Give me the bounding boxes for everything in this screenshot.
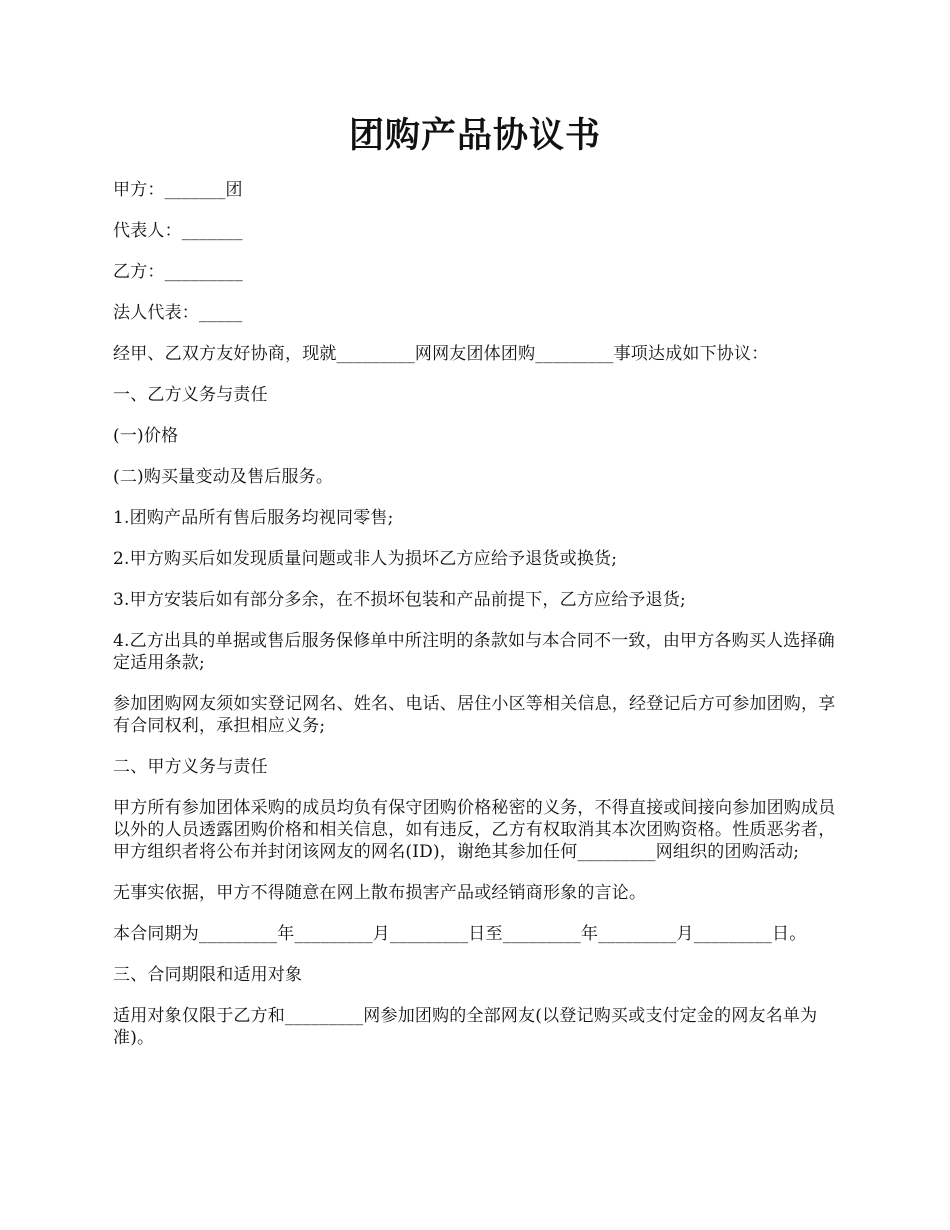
clause-paragraph: 1.团购产品所有售后服务均视同零售;	[113, 508, 394, 528]
party-a-line: 甲方：_______团	[113, 180, 243, 200]
clause-paragraph: 适用对象仅限于乙方和_________网参加团购的全部网友(以登记购买或支付定金的网友名单为准)。	[113, 1006, 818, 1048]
contract-period-line: 本合同期为_________年_________月_________日至_________年_________月_________日。	[113, 924, 807, 944]
subsection-heading: (一)价格	[113, 426, 179, 446]
section-heading: 一、乙方义务与责任	[113, 385, 268, 405]
section-heading: 二、甲方义务与责任	[113, 757, 268, 777]
party-b-line: 乙方：_________	[113, 262, 243, 282]
clause-paragraph: 3.甲方安装后如有部分多余，在不损坏包装和产品前提下，乙方应给予退货;	[113, 590, 686, 610]
clause-paragraph: 无事实依据，甲方不得随意在网上散布损害产品或经销商形象的言论。	[113, 883, 647, 903]
section-heading: 三、合同期限和适用对象	[113, 965, 303, 985]
legal-rep-line: 法人代表：_____	[113, 303, 243, 323]
document-title: 团购产品协议书	[348, 115, 601, 156]
clause-paragraph: 2.甲方购买后如发现质量问题或非人为损坏乙方应给予退货或换货;	[113, 549, 618, 569]
preamble-paragraph: 经甲、乙双方友好协商，现就_________网网友团体团购_________事项达成如下协议：	[113, 344, 769, 364]
subsection-heading: (二)购买量变动及售后服务。	[113, 467, 334, 487]
clause-paragraph: 参加团购网友须如实登记网名、姓名、电话、居住小区等相关信息，经登记后方可参加团购，享有合同权利，承担相应义务;	[113, 694, 836, 736]
representative-line: 代表人：_______	[113, 221, 243, 241]
clause-paragraph: 4.乙方出具的单据或售后服务保修单中所注明的条款如与本合同不一致，由甲方各购买人选择确定适用条款;	[113, 631, 835, 673]
clause-paragraph: 甲方所有参加团体采购的成员均负有保守团购价格秘密的义务，不得直接或间接向参加团购成员以外的人员透露团购价格和相关信息，如有违反，乙方有权取消其本次团购资格。性质恶劣者，甲方组织者将公布并封闭该网友的网名(ID)，谢绝其参加任何_________网组织的团购活动;	[113, 798, 836, 862]
